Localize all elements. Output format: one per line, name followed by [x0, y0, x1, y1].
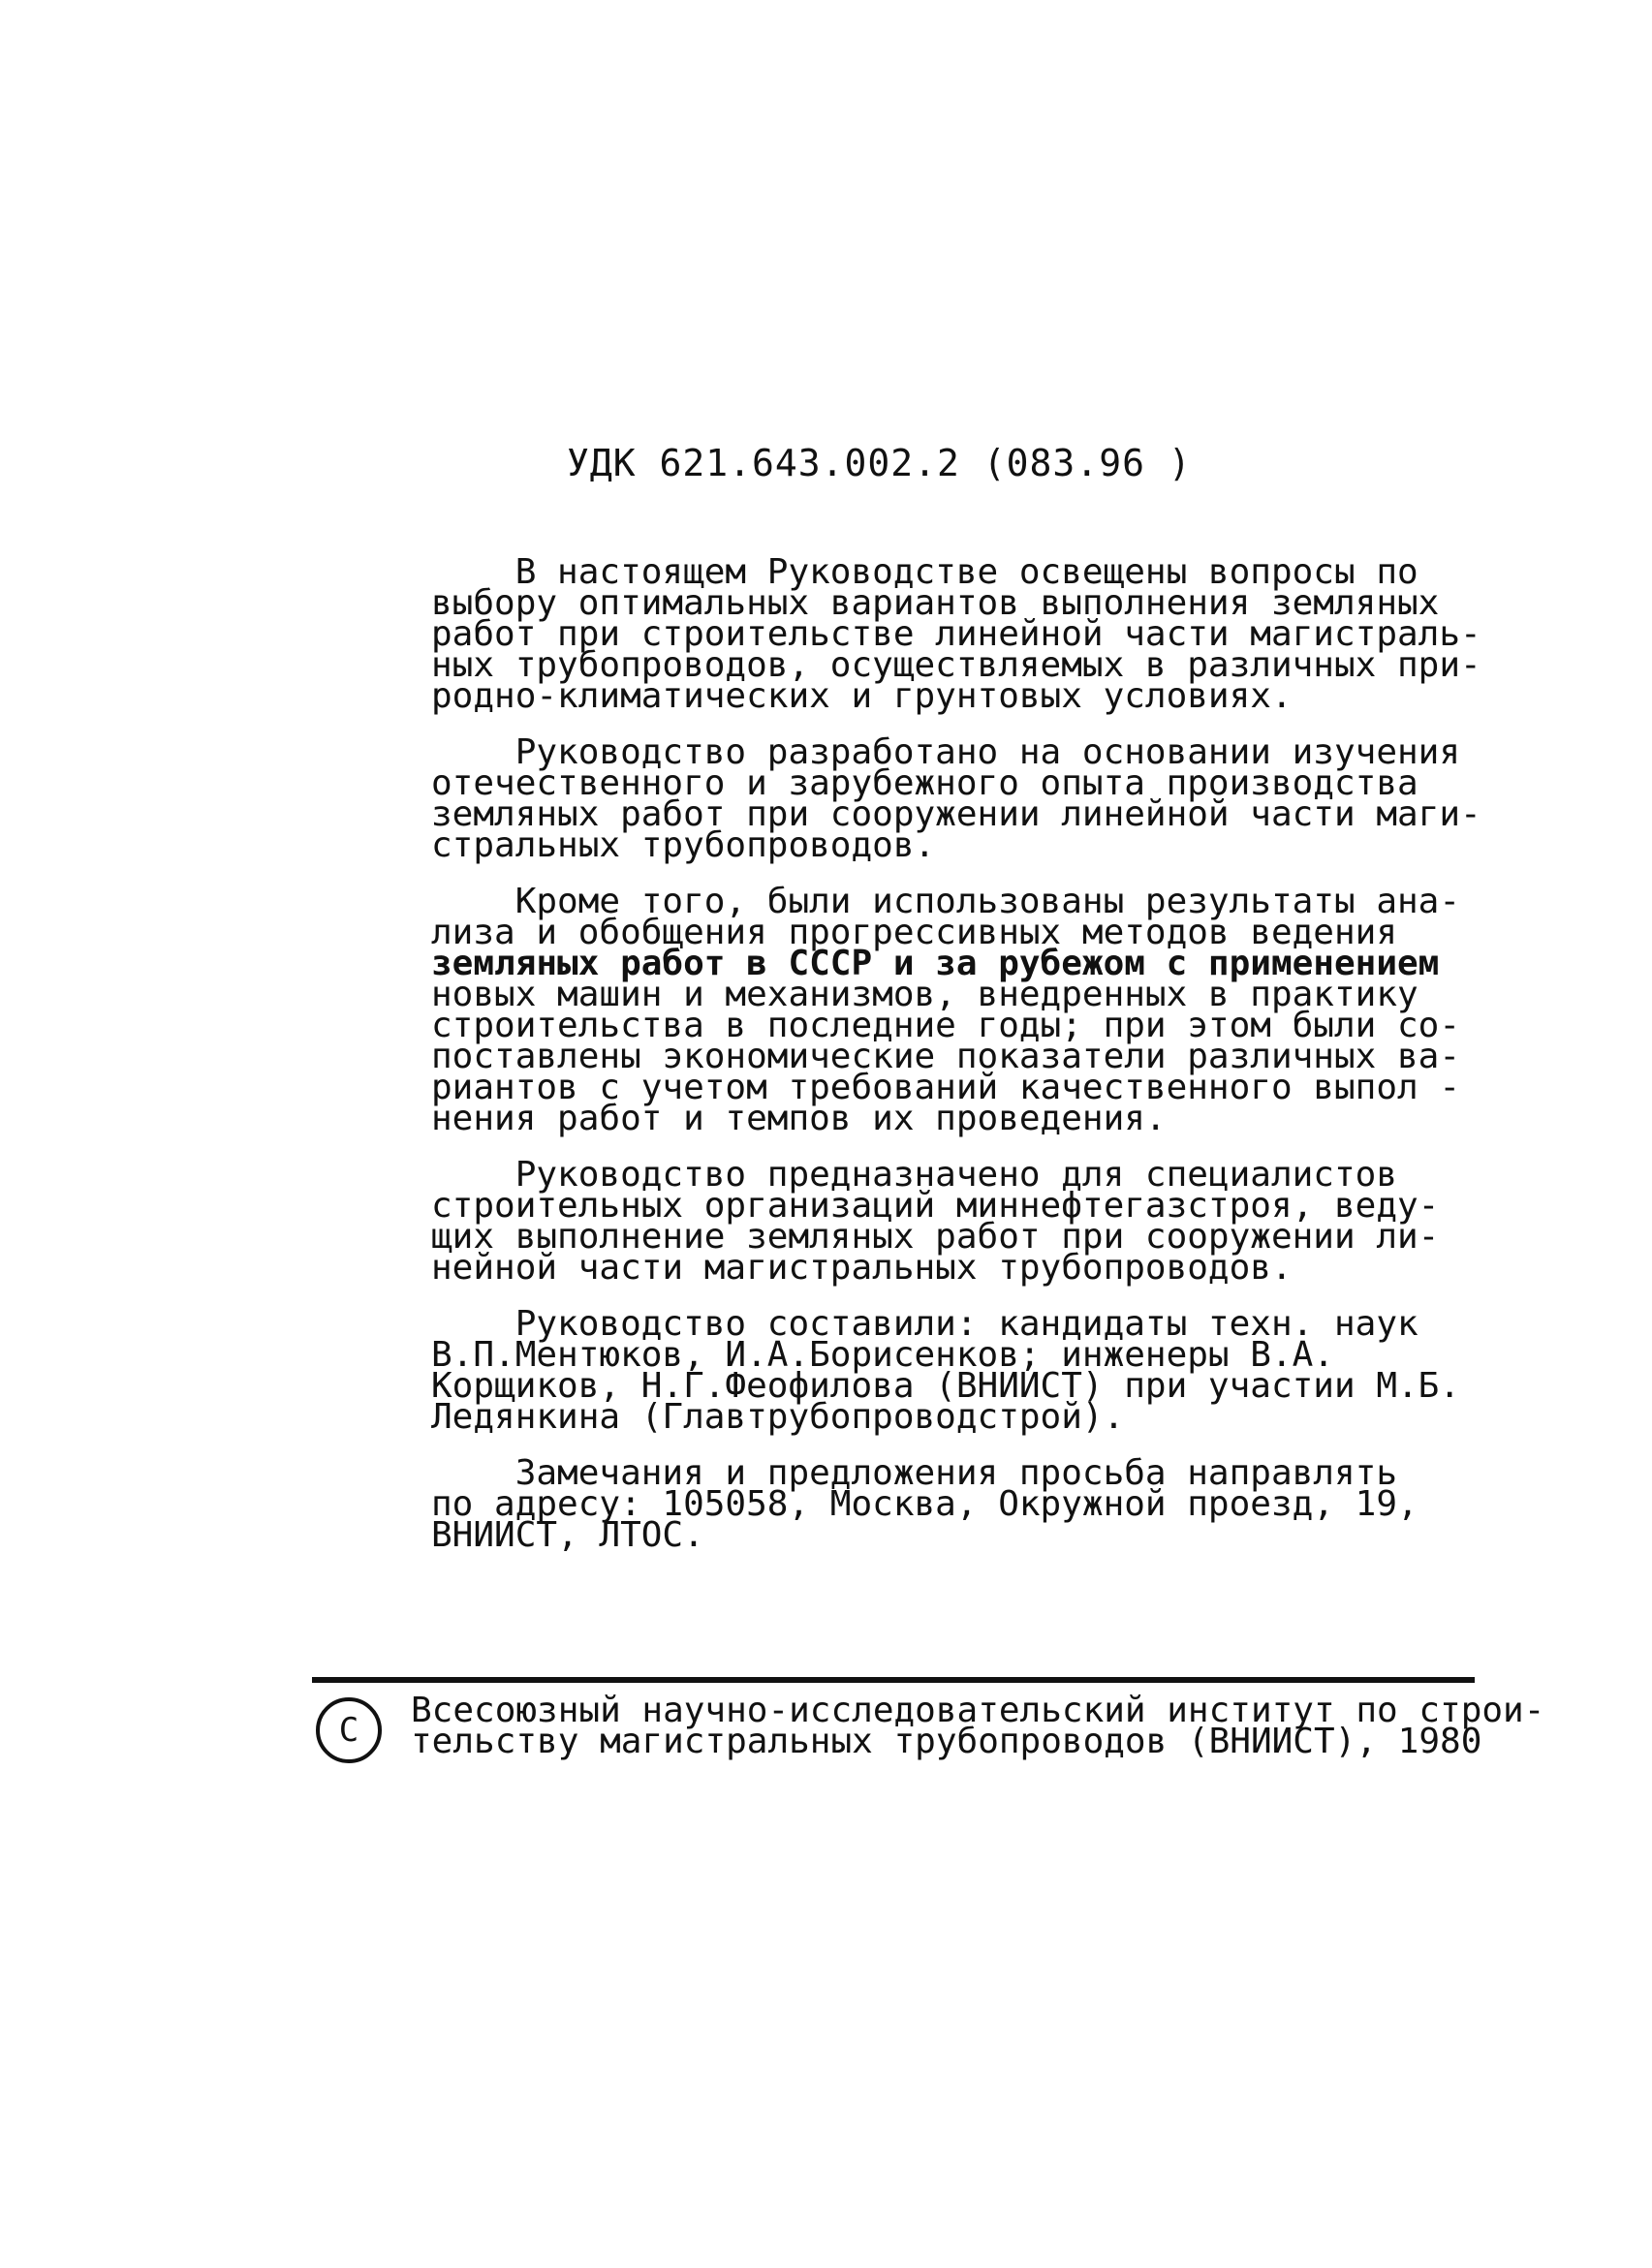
text-line: В настоящем Руководстве освещены вопросы по — [431, 552, 1418, 592]
text-line: лиза и обобщения прогрессивных методов ведения — [431, 913, 1397, 952]
udk-code: УДК 621.643.002.2 (083.96 ) — [567, 442, 1192, 484]
text-line: стральных трубопроводов. — [431, 825, 936, 865]
text-line: Ледянкина (Главтрубопроводстрой). — [431, 1397, 1125, 1437]
text-line: В.П.Ментюков, И.А.Борисенков; инженеры В.А. — [431, 1335, 1334, 1375]
text-line: родно-климатических и грунтовых условиях. — [431, 676, 1293, 716]
text-line: Руководство разработано на основании изучения — [431, 732, 1461, 772]
footer-divider — [312, 1677, 1475, 1683]
text-line: риантов с учетом требований качественного выпол - — [431, 1068, 1461, 1107]
text-line: поставлены экономические показатели различных ва- — [431, 1037, 1461, 1076]
paragraph — [431, 552, 1481, 716]
text-line: Кроме того, были использованы результаты ана- — [431, 882, 1461, 921]
text-line: по адресу: 105058, Москва, Окружной проезд, 19, — [431, 1484, 1418, 1524]
text-line: нейной части магистральных трубопроводов. — [431, 1248, 1293, 1288]
text-line: строительных организаций миннефтегазстроя, веду- — [431, 1186, 1440, 1226]
text-line: Замечания и предложения просьба направлять — [431, 1453, 1397, 1493]
text-line: ных трубопроводов, осуществляемых в различных при- — [431, 645, 1481, 685]
text-line: отечественного и зарубежного опыта производства — [431, 763, 1418, 803]
text-line: земляных работ при сооружении линейной части маги- — [431, 794, 1481, 834]
text-line: щих выполнение земляных работ при сооружении ли- — [431, 1217, 1440, 1257]
paragraph — [431, 1155, 1440, 1288]
text-line: новых машин и механизмов, внедренных в практику — [431, 975, 1418, 1014]
text-line: тельству магистральных трубопроводов (ВНИИСТ), 1980 — [411, 1722, 1482, 1761]
copyright-notice — [411, 1691, 1545, 1761]
paragraph — [431, 1453, 1419, 1555]
text-line: Корщиков, Н.Г.Феофилова (ВНИИСТ) при участии М.Б. — [431, 1366, 1461, 1406]
text-line: Всесоюзный научно-исследовательский институт по строи- — [411, 1691, 1545, 1730]
paragraph — [431, 882, 1461, 1138]
text-line: работ при строительстве линейной части магистраль- — [431, 614, 1481, 654]
text-line: строительства в последние годы; при этом были со- — [431, 1006, 1461, 1045]
paragraph — [431, 1304, 1461, 1437]
text-line: земляных работ в СССР и за рубежом с применением — [431, 944, 1440, 983]
paragraph — [431, 732, 1481, 865]
copyright-icon: С — [316, 1697, 382, 1763]
annotation-body — [431, 552, 1481, 1576]
text-line: нения работ и темпов их проведения. — [431, 1099, 1167, 1138]
text-line: Руководство составили: кандидаты техн. наук — [431, 1304, 1418, 1344]
text-line: выбору оптимальных вариантов выполнения земляных — [431, 583, 1440, 623]
text-line: Руководство предназначено для специалистов — [431, 1155, 1397, 1195]
text-line: ВНИИСТ, ЛТОС. — [431, 1515, 704, 1555]
